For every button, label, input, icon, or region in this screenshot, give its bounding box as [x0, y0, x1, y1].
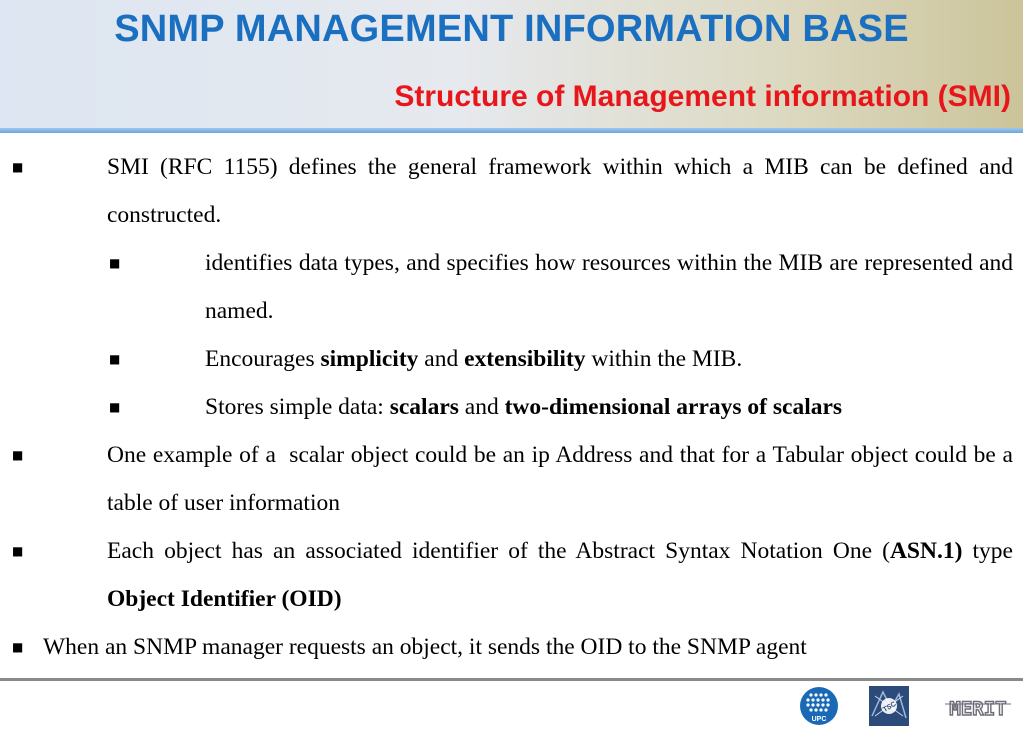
bullet-text: SMI (RFC 1155) defines the general framework within which a MIB can be defined and constructed.	[107, 154, 1013, 228]
svg-text:TSC: TSC	[881, 700, 898, 714]
sub-bullet-item-data-types	[0, 239, 1023, 335]
bullet-item-snmp-request	[0, 623, 1023, 671]
bullet-text-part: Stores simple data:	[205, 394, 390, 420]
slide-body	[0, 143, 1023, 671]
footer-divider	[0, 678, 1023, 681]
merit-logo	[943, 686, 1013, 726]
bold-term: extensibility	[464, 346, 586, 372]
bold-term: Object Identifier (OID)	[107, 586, 342, 612]
bullet-text-part: type	[962, 538, 1013, 564]
bullet-item-object-identifier	[0, 527, 1023, 623]
square-bullet-icon: ■	[12, 640, 24, 654]
slide-title: SNMP MANAGEMENT INFORMATION BASE	[114, 8, 909, 50]
bullet-text: One example of a scalar object could be an ip Address and that for a Tabular object could be a table of user information	[107, 442, 1019, 516]
square-bullet-icon: ■	[12, 160, 24, 174]
svg-text:MERIT: MERIT	[949, 698, 1007, 720]
bullet-text: identifies data types, and specifies how resources within the MIB are represented and named.	[205, 250, 1013, 324]
bold-term: two-dimensional arrays of scalars	[504, 394, 843, 420]
slide-header	[0, 0, 1023, 130]
square-bullet-icon: ■	[12, 544, 24, 558]
upc-logo	[797, 686, 841, 726]
bold-term: simplicity	[320, 346, 419, 372]
bullet-item-smi-definition	[0, 143, 1023, 239]
svg-text:UPC: UPC	[811, 716, 827, 723]
bullet-text-part: within the MIB.	[585, 346, 743, 372]
sub-bullet-item-simple-data	[0, 383, 1023, 431]
sub-bullet-item-simplicity	[0, 335, 1023, 383]
tsc-logo	[869, 686, 909, 726]
header-divider	[0, 128, 1023, 133]
square-bullet-icon: ■	[109, 256, 121, 270]
bullet-text: When an SNMP manager requests an object, it sends the OID to the SNMP agent	[43, 634, 807, 660]
bullet-item-scalar-example	[0, 431, 1023, 527]
bullet-text-part: and	[418, 346, 465, 372]
bullet-text-part: and	[458, 394, 505, 420]
bold-term: scalars	[389, 394, 459, 420]
bullet-text-part: Each object has an associated identifier of the Abstract Syntax Notation One (	[107, 538, 890, 564]
slide-subtitle: Structure of Management information (SMI)	[394, 80, 1011, 113]
bullet-text-part: Encourages	[205, 346, 321, 372]
bold-term: ASN.1)	[889, 538, 963, 564]
square-bullet-icon: ■	[109, 352, 121, 366]
square-bullet-icon: ■	[109, 400, 121, 414]
square-bullet-icon: ■	[12, 448, 24, 462]
